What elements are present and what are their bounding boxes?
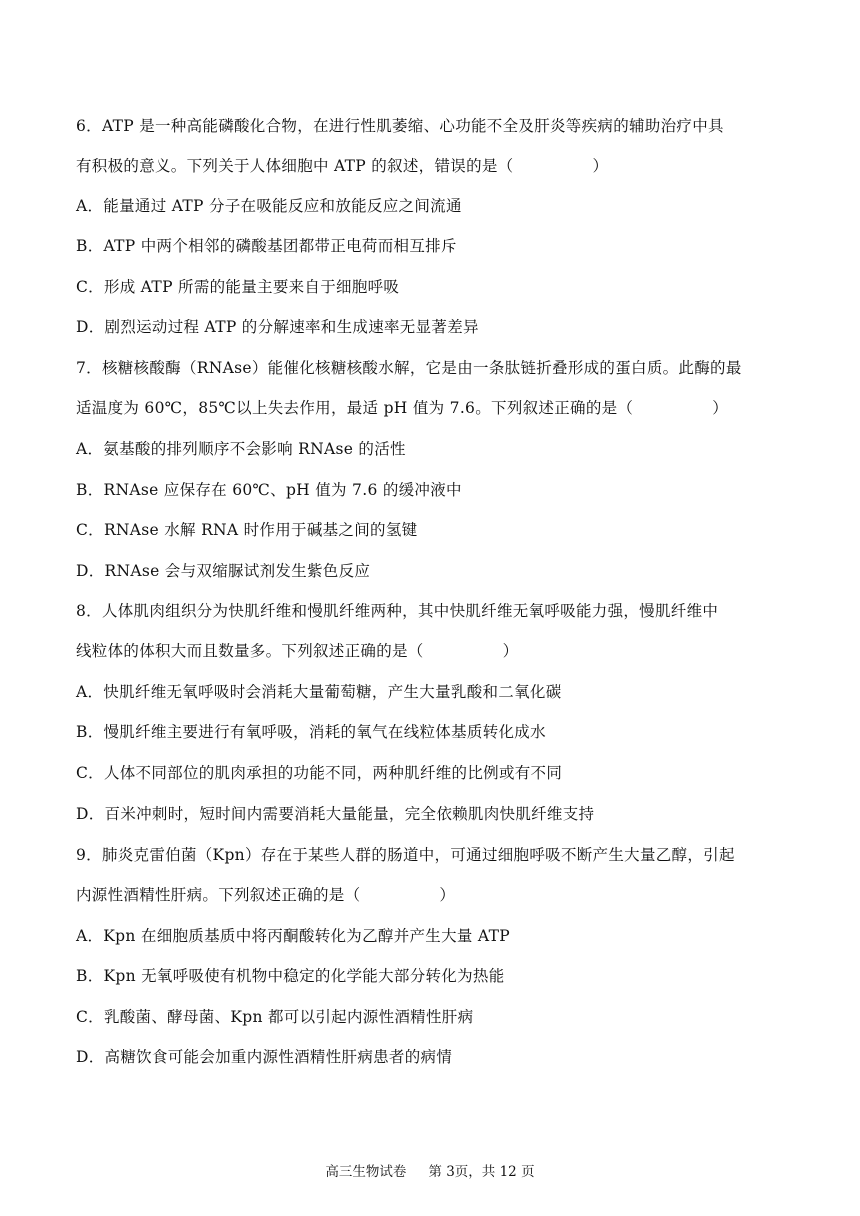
- question-7-option-c: C．RNAse 水解 RNA 时作用于碱基之间的氢键: [76, 521, 418, 539]
- question-8-option-b: B．慢肌纤维主要进行有氧呼吸，消耗的氧气在线粒体基质转化成水: [76, 723, 546, 741]
- question-9-option-c: C．乳酸菌、酵母菌、Kpn 都可以引起内源性酒精性肝病: [76, 1008, 474, 1026]
- question-8-option-d: D．百米冲刺时，短时间内需要消耗大量能量，完全依赖肌肉快肌纤维支持: [76, 805, 595, 823]
- question-6-stem-line-2: 有积极的意义。下列关于人体细胞中 ATP 的叙述，错误的是（ ）: [76, 157, 609, 175]
- question-8-option-c: C．人体不同部位的肌肉承担的功能不同，两种肌纤维的比例或有不同: [76, 764, 563, 782]
- question-9-stem-line-2: 内源性酒精性肝病。下列叙述正确的是（ ）: [76, 886, 456, 904]
- question-6-option-d: D．剧烈运动过程 ATP 的分解速率和生成速率无显著差异: [76, 318, 479, 336]
- question-8-stem-line-1: 8．人体肌肉组织分为快肌纤维和慢肌纤维两种，其中快肌纤维无氧呼吸能力强，慢肌纤维中: [76, 602, 719, 620]
- question-9-stem-line-1: 9．肺炎克雷伯菌（Kpn）存在于某些人群的肠道中，可通过细胞呼吸不断产生大量乙醇，引起: [76, 846, 735, 864]
- question-6-option-b: B．ATP 中两个相邻的磷酸基团都带正电荷而相互排斥: [76, 237, 457, 255]
- question-8-stem-line-2: 线粒体的体积大而且数量多。下列叙述正确的是（ ）: [76, 642, 519, 660]
- question-8-option-a: A．快肌纤维无氧呼吸时会消耗大量葡萄糖，产生大量乳酸和二氧化碳: [76, 683, 562, 701]
- question-6-option-a: A．能量通过 ATP 分子在吸能反应和放能反应之间流通: [76, 197, 462, 215]
- question-9-option-b: B．Kpn 无氧呼吸使有机物中稳定的化学能大部分转化为热能: [76, 967, 505, 985]
- question-7-option-a: A．氨基酸的排列顺序不会影响 RNAse 的活性: [76, 440, 406, 458]
- footer-page-number: 第 3页，共 12 页: [428, 1164, 535, 1180]
- question-6-option-c: C．形成 ATP 所需的能量主要来自于细胞呼吸: [76, 278, 400, 296]
- question-7-stem-line-2: 适温度为 60℃，85℃以上失去作用，最适 pH 值为 7.6。下列叙述正确的是（ ）: [76, 399, 729, 417]
- footer-subject: 高三生物试卷: [325, 1164, 407, 1180]
- question-6-stem-line-1: 6．ATP 是一种高能磷酸化合物，在进行性肌萎缩、心功能不全及肝炎等疾病的辅助治疗中具: [76, 117, 724, 135]
- question-7-stem-line-1: 7．核糖核酸酶（RNAse）能催化核糖核酸水解，它是由一条肽链折叠形成的蛋白质。此酶的最: [76, 359, 742, 377]
- question-7-option-b: B．RNAse 应保存在 60℃、pH 值为 7.6 的缓冲液中: [76, 481, 462, 499]
- question-7-option-d: D．RNAse 会与双缩脲试剂发生紫色反应: [76, 562, 371, 580]
- question-9-option-d: D．高糖饮食可能会加重内源性酒精性肝病患者的病情: [76, 1048, 453, 1066]
- question-9-option-a: A．Kpn 在细胞质基质中将丙酮酸转化为乙醇并产生大量 ATP: [76, 927, 510, 945]
- page-footer: [0, 1163, 860, 1181]
